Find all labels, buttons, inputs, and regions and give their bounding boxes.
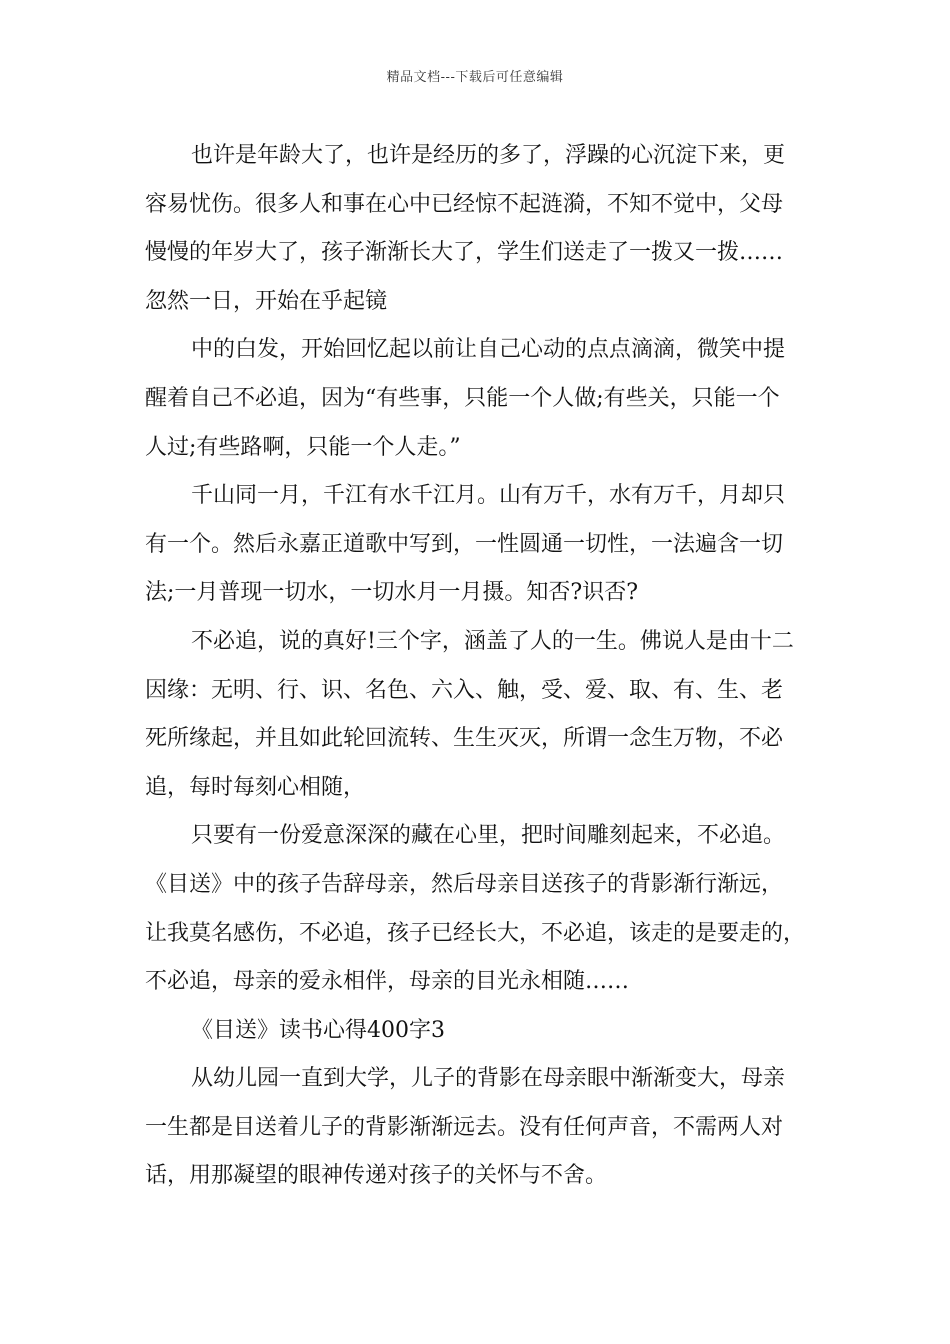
paragraph-3 bbox=[145, 472, 825, 618]
text-line: 一生都是目送着儿子的背影渐渐远去。没有任何声音，不需两人对 bbox=[145, 1114, 784, 1140]
page-header: 精品文档---下载后可任意编辑 bbox=[386, 70, 564, 85]
paragraph-2 bbox=[145, 326, 825, 472]
document-body bbox=[145, 132, 825, 1201]
text-line: 话，用那凝望的眼神传递对孩子的关怀与不舍。 bbox=[145, 1163, 608, 1189]
text-line: 中的白发，开始回忆起以前让自己心动的点点滴滴，微笑中提 bbox=[191, 337, 786, 363]
text-line: 因缘：无明、行、识、名色、六入、触，受、爱、取、有、生、老 bbox=[145, 677, 784, 703]
paragraph-5 bbox=[145, 812, 825, 1006]
text-line: 法;一月普现一切水，一切水月一月摄。知否?识否? bbox=[145, 580, 639, 606]
text-line: 让我莫名感伤，不必追，孩子已经长大，不必追，该走的是要走的， bbox=[145, 920, 806, 946]
text-line: 忽然一日，开始在乎起镜 bbox=[145, 288, 388, 314]
text-line: 不必追，说的真好!三个字，涵盖了人的一生。佛说人是由十二 bbox=[191, 628, 794, 654]
paragraph-6 bbox=[145, 1055, 825, 1201]
paragraph-1 bbox=[145, 132, 825, 326]
text-line: 醒着自己不必追，因为“有些事，只能一个人做;有些关，只能一个 bbox=[145, 385, 780, 411]
text-line: 死所缘起，并且如此轮回流转、生生灭灭，所谓一念生万物，不必 bbox=[145, 726, 784, 752]
text-line: 从幼儿园一直到大学，儿子的背影在母亲眼中渐渐变大，母亲 bbox=[191, 1066, 786, 1092]
text-line: 容易忧伤。很多人和事在心中已经惊不起涟漪，不知不觉中，父母 bbox=[145, 191, 784, 217]
paragraph-4 bbox=[145, 618, 825, 812]
text-line: 不必追，母亲的爱永相伴，母亲的目光永相随…… bbox=[145, 969, 630, 995]
text-line: 也许是年龄大了，也许是经历的多了，浮躁的心沉淀下来，更 bbox=[191, 143, 786, 168]
text-line: 人过;有些路啊，只能一个人走。” bbox=[145, 434, 461, 460]
text-line: 《目送》中的孩子告辞母亲，然后母亲目送孩子的背影渐行渐远， bbox=[145, 871, 784, 897]
text-line: 追，每时每刻心相随， bbox=[145, 774, 366, 800]
text-line: 千山同一月，千江有水千江月。山有万千，水有万千，月却只 bbox=[191, 483, 786, 509]
text-line: 慢慢的年岁大了，孩子渐渐长大了，学生们送走了一拨又一拨…… bbox=[145, 240, 784, 266]
text-line: 只要有一份爱意深深的藏在心里，把时间雕刻起来，不必追。 bbox=[191, 823, 786, 849]
section-heading: 《目送》读书心得400字3 bbox=[191, 1017, 445, 1043]
text-line: 有一个。然后永嘉正道歌中写到，一性圆通一切性，一法遍含一切 bbox=[145, 531, 784, 557]
